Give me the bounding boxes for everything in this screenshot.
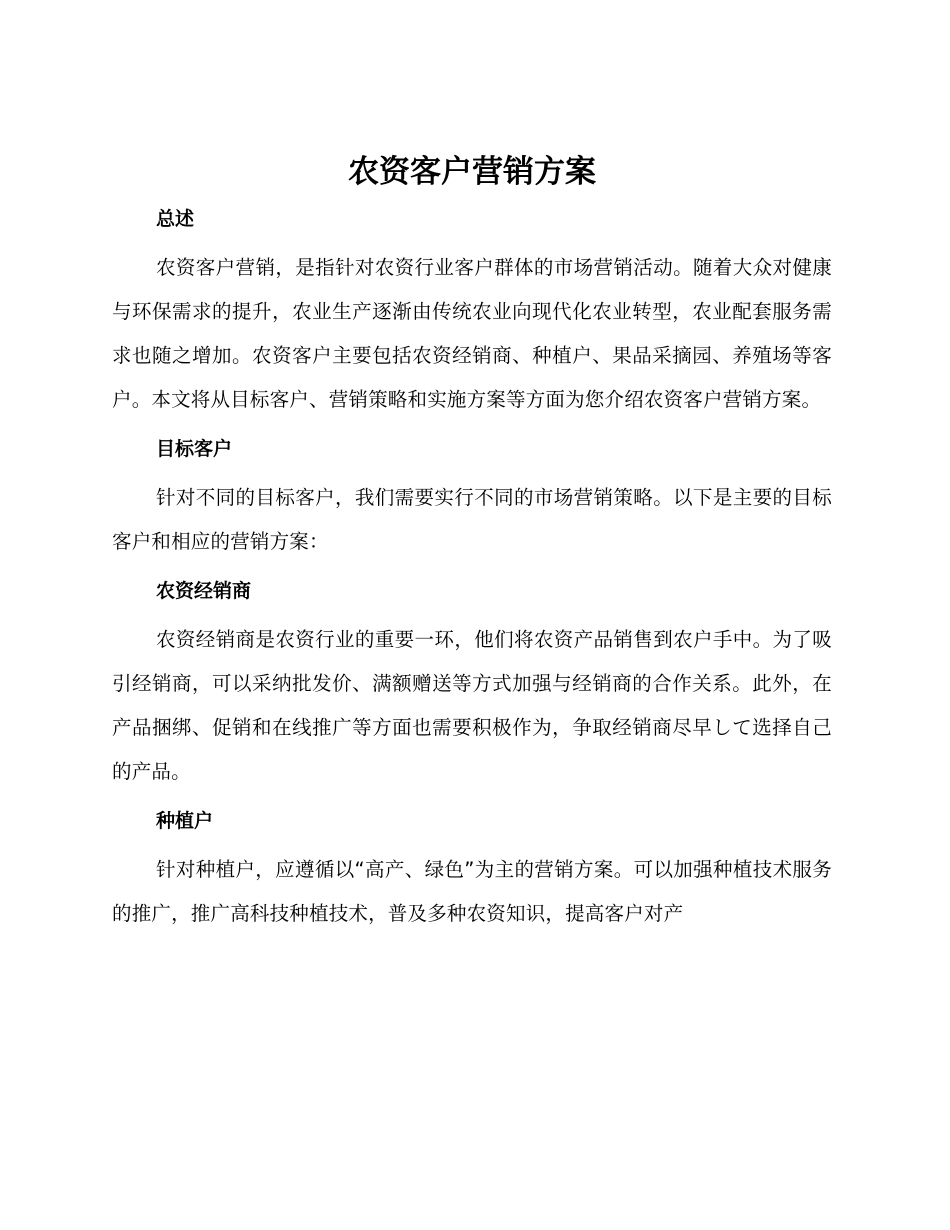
paragraph-dealer: 农资经销商是农资行业的重要一环，他们将农资产品销售到农户手中。为了吸引经销商，可以采纳批发价、满额赠送等方式加强与经销商的合作关系。此外，在产品捆绑、促销和在线推广等方面也需要积极作为，争取经销商尽早して选择自己的产品。 bbox=[112, 628, 832, 783]
paragraph-overview: 农资客户营销，是指针对农资行业客户群体的市场营销活动。随着大众对健康与环保需求的提升，农业生产逐渐由传统农业向现代化农业转型，农业配套服务需求也随之增加。农资客户主要包括农资经销商、种植户、果品采摘园、养殖场等客户。本文将从目标客户、营销策略和实施方案等方面为您介绍农资客户营销方案。 bbox=[112, 256, 832, 411]
document-title: 农资客户营销方案 bbox=[348, 154, 596, 190]
section-heading-target: 目标客户 bbox=[156, 438, 233, 460]
paragraph-target: 针对不同的目标客户，我们需要实行不同的市场营销策略。以下是主要的目标客户和相应的营销方案： bbox=[112, 486, 832, 553]
section-heading-dealer: 农资经销商 bbox=[156, 580, 252, 602]
section-heading-overview: 总述 bbox=[156, 208, 195, 230]
document-page bbox=[112, 148, 832, 936]
section-heading-grower: 种植户 bbox=[156, 810, 214, 832]
paragraph-grower: 针对种植户，应遵循以“高产、绿色”为主的营销方案。可以加强种植技术服务的推广，推广高科技种植技术，普及多种农资知识，提高客户对产 bbox=[112, 858, 832, 925]
